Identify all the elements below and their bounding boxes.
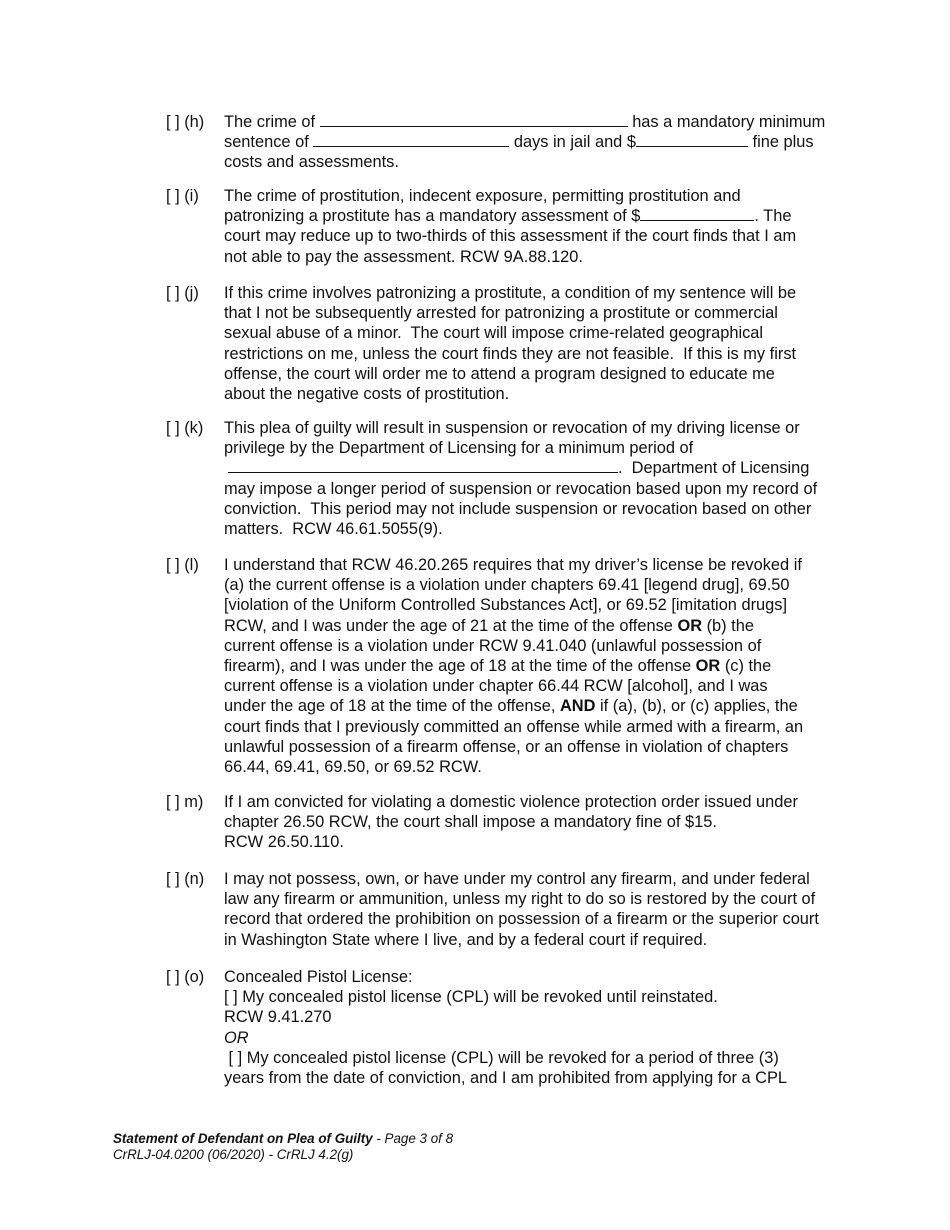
cpl-option-three-years[interactable]: [ ] My concealed pistol license (CPL) will be revoked for a period of three (3) [224,1048,779,1067]
suspension-period-blank[interactable] [228,458,618,473]
checkbox-m[interactable]: [ ] m) [166,793,204,811]
page-number: - Page 3 of 8 [372,1131,454,1146]
form-title: Statement of Defendant on Plea of Guilty [113,1131,373,1146]
checkbox-n[interactable]: [ ] (n) [166,870,205,888]
checkbox-o[interactable]: [ ] (o) [166,968,205,986]
checkbox-j[interactable]: [ ] (j) [166,284,199,302]
crime-name-blank[interactable] [320,112,628,127]
jail-days-blank[interactable] [313,132,509,147]
checkbox-i[interactable]: [ ] (i) [166,187,199,205]
fine-amount-blank[interactable] [636,132,748,147]
checkbox-k[interactable]: [ ] (k) [166,419,204,437]
checkbox-h[interactable]: [ ] (h) [166,113,205,131]
checkbox-l[interactable]: [ ] (l) [166,556,199,574]
document-page: [ ] (h) The crime of has a mandatory minimum sentence of days in jail and $ fine plus costs and assessments. [ ] (i) The crime of prostitution, indecent exposure, permitting prostitution and patronizing a prostitute has a mandatory assessment of $ . The court may reduce up to two-thirds of this assessment if the court finds that I am not able to pay the assessment. RCW 9A.88.120. [ ] (j) If this crime involves patronizing a prostitute, a condition of my sentence will be that I not be subsequently arrested for patronizing a prostitute or commercial sexual abuse of a minor. The court will impose crime-related geographical restrictions on me, unless the court finds they are not feasible. If this is my first offense, the court will order me to attend a program designed to educate me about the negative costs of prostitution. [ ] (k) This plea of guilty will result in suspension or revocation of my driving license or privilege by the Department of Licensing for a minimum period of . Department of Licensing may impose a longer period of suspension or revocation based upon my record of conviction. This period may not include suspension or revocation based on other matters. RCW 46.61.5055(9). [ ] (l) I understand that RCW 46.20.265 requires that my driver’s license be revoked if (a) the current offense is a violation under chapters 69.41 [legend drug], 69.50 [violation of the Uniform Controlled Substances Act], or 69.52 [imitation drugs] RCW, and I was under the age of 21 at the time of the offense OR (b) the current offense is a violation under RCW 9.41.040 (unlawful possession of firearm), and I was under the age of 18 at the time of the offense OR (c) the current offense is a violation under chapter 66.44 RCW [alcohol], and I was under the age of 18 at the time of the offense, AND if (a), (b), or (c) applies, the court finds that I previously committed an offense while armed with a firearm, an unlawful possession of a firearm offense, or an offense in violation of chapters 66.44, 69.41, 69.50, or 69.52 RCW. [ ] m) If I am convicted for violating a domestic violence protection order issued under chapter 26.50 RCW, the court shall impose a mandatory fine of $15. RCW 26.50.110. [ ] (n) I may not possess, own, or have under my control any firearm, and under federal law any firearm or ammunition, unless my right to do so is restored by the court of record that ordered the prohibition on possession of a firearm or the superior court in Washington State where I live, and by a federal court if required. [ ] (o) Concealed Pistol License: [ ] My concealed pistol license (CPL) will be revoked until reinstated. RCW 9.41.270 OR [ ] My concealed pistol license (CPL) will be revoked for a period of three (3) years from the date of conviction, and I am prohibited from applying for a CPL Statement of Defendant on Plea of Guilty - Page 3 of 8 CrRLJ-04.0200 (06/2020) - CrRLJ 4.2(g) [0,0,950,1230]
cpl-option-reinstated[interactable]: [ ] My concealed pistol license (CPL) will be revoked until reinstated. [224,988,718,1007]
assessment-amount-blank[interactable] [640,206,754,221]
form-number: CrRLJ-04.0200 (06/2020) - CrRLJ 4.2(g) [113,1147,354,1162]
page-footer [113,1131,453,1163]
